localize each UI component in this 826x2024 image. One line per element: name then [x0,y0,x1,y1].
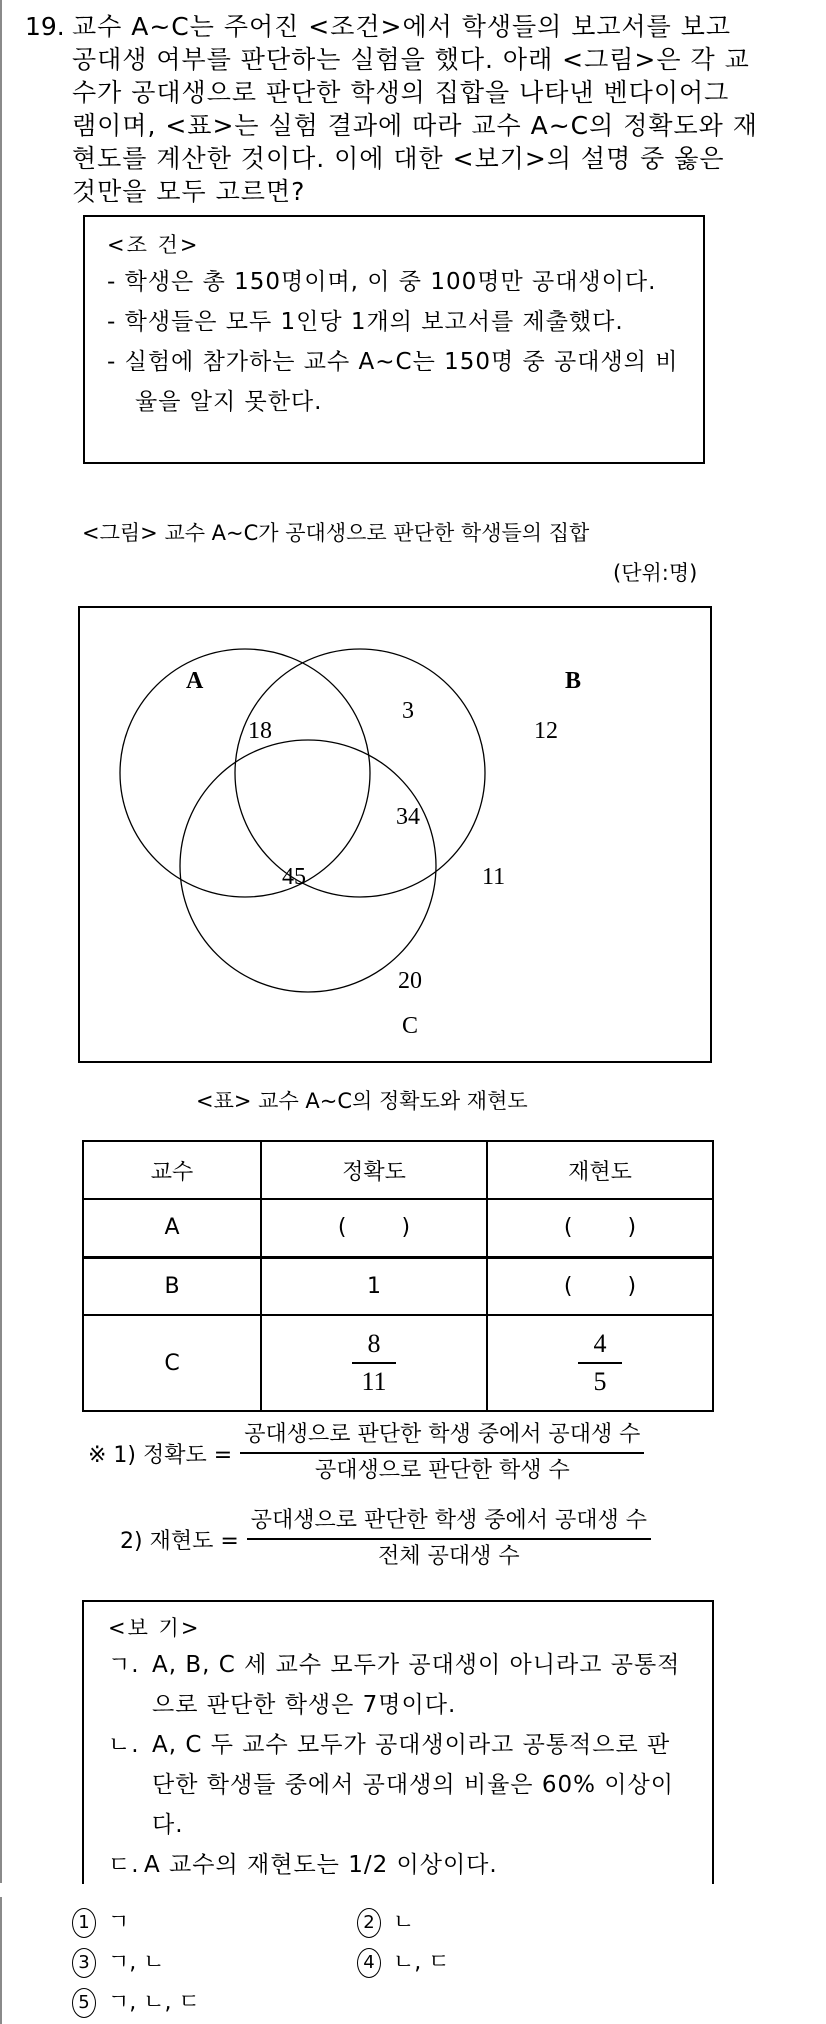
cell-precision [261,1315,487,1411]
stem-line: 램이며, <표>는 실험 결과에 따라 교수 A~C의 정확도와 재 [72,111,758,140]
stem-line: 현도를 계산한 것이다. 이에 대한 <보기>의 설명 중 옳은 [72,144,725,173]
header-professor: 교수 [83,1141,261,1199]
cell-precision: ( ) [261,1199,487,1257]
stem-line: 교수 A~C는 주어진 <조건>에서 학생들의 보고서를 보고 [72,12,732,41]
conditions-title: <조 건> [107,233,200,257]
venn-region-b-only: 12 [534,718,558,744]
question-number: 19. [25,12,65,41]
crop-gap [0,1884,826,1896]
condition-item: - 학생은 총 150명이며, 이 중 100명만 공대생이다. [107,269,657,295]
examples-title: <보 기> [108,1616,201,1640]
stem-line: 것만을 모두 고르면? [72,177,306,206]
venn-circle-a [120,649,370,897]
fraction-precision-c: $\frac{8}{11}$ [352,1330,396,1396]
venn-label-c: C [402,1013,419,1039]
choice-2[interactable]: 2 ㄴ [357,1908,414,1938]
examples-box [82,1600,714,1890]
choice-1[interactable]: 1 ㄱ [72,1908,129,1938]
left-margin-rule [0,0,2,1883]
example-item: ㄴ. A, C 두 교수 모두가 공대생이라고 공통적으로 판단한 학생들 중에서 공대생의 비율은 60% 이상이다. [108,1732,674,1838]
cell-professor: C [83,1315,261,1411]
figure-caption: <그림> 교수 A~C가 공대생으로 판단한 학생들의 집합 [82,521,590,545]
left-margin-rule-lower [0,1897,2,2024]
venn-label-a: A [186,668,204,694]
venn-label-b: B [565,668,582,694]
conditions-box [83,215,705,464]
figure-unit: (단위:명) [613,561,698,585]
table-header-row [83,1141,713,1199]
recall-formula-label: 2) 재현도 = [120,1528,239,1554]
cell-professor: A [83,1199,261,1257]
venn-circle-b [235,649,485,897]
cell-recall: ( ) [487,1257,713,1315]
choice-5[interactable]: 5 ㄱ, ㄴ, ㄷ [72,1988,200,2018]
condition-item: - 실험에 참가하는 교수 A~C는 150명 중 공대생의 비율을 알지 못한다. [107,349,679,415]
stem-line: 수가 공대생으로 판단한 학생의 집합을 나타낸 벤다이어그 [72,78,730,107]
cell-precision: 1 [261,1257,487,1315]
cell-recall [487,1315,713,1411]
header-precision: 정확도 [261,1141,487,1199]
venn-diagram [80,608,710,1061]
table-row [83,1257,713,1315]
venn-region-b-c: 11 [482,864,506,890]
venn-region-a-only: 18 [248,718,272,744]
venn-region-c-only: 20 [398,968,422,994]
example-item: ㄷ. A 교수의 재현도는 1/2 이상이다. [108,1852,498,1878]
table-caption: <표> 교수 A~C의 정확도와 재현도 [196,1089,528,1113]
cell-recall: ( ) [487,1199,713,1257]
accuracy-table [82,1140,714,1412]
recall-denominator: 전체 공대생 수 [378,1544,520,1569]
venn-region-a-b-c: 34 [396,804,420,830]
precision-denominator: 공대생으로 판단한 학생 수 [314,1458,570,1483]
cell-professor: B [83,1257,261,1315]
condition-item: - 학생들은 모두 1인당 1개의 보고서를 제출했다. [107,309,624,335]
venn-circle-c [180,740,436,992]
table-row [83,1315,713,1411]
choice-4[interactable]: 4 ㄴ, ㄷ [357,1948,450,1978]
precision-formula [88,1420,644,1486]
header-recall: 재현도 [487,1141,713,1199]
question-stem [72,10,772,208]
table-row [83,1199,713,1257]
fraction-recall-c: $\frac{4}{5}$ [578,1330,622,1396]
example-item: ㄱ. A, B, C 세 교수 모두가 공대생이 아니라고 공통적으로 판단한 학생은 7명이다. [108,1652,681,1718]
precision-formula-label: ※ 1) 정확도 = [88,1442,233,1468]
venn-region-a-c: 45 [282,864,306,890]
choice-3[interactable]: 3 ㄱ, ㄴ [72,1948,165,1978]
venn-diagram-box [78,606,712,1063]
stem-line: 공대생 여부를 판단하는 실험을 했다. 아래 <그림>은 각 교 [72,45,750,74]
precision-numerator: 공대생으로 판단한 학생 중에서 공대생 수 [240,1420,644,1454]
venn-region-a-b: 3 [402,698,414,724]
recall-formula [120,1506,651,1572]
recall-numerator: 공대생으로 판단한 학생 중에서 공대생 수 [247,1506,651,1540]
